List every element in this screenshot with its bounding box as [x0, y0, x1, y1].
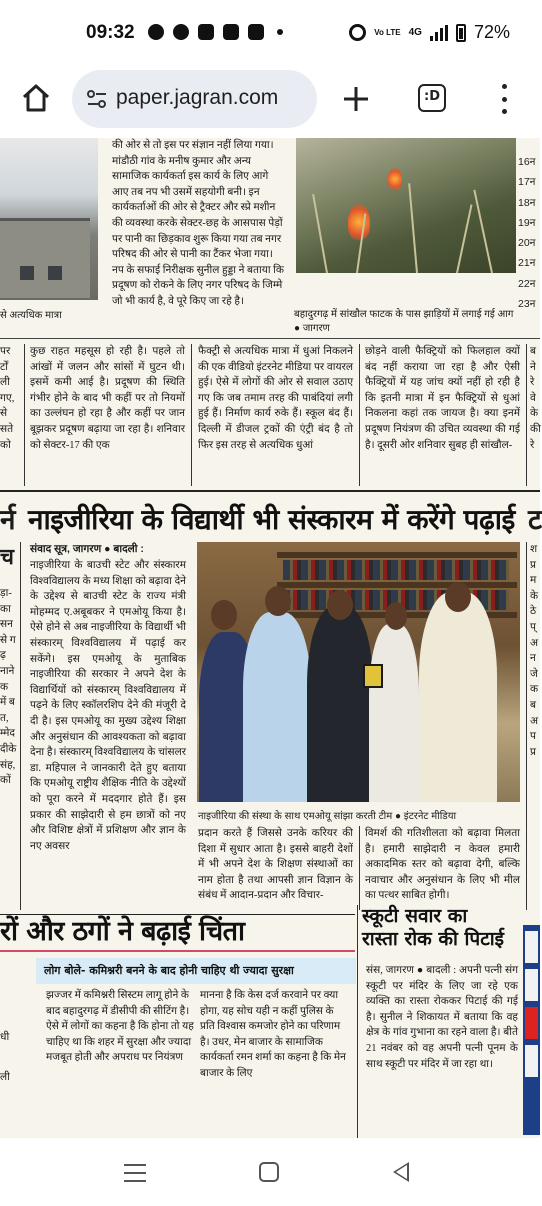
scooty-headline-line1: स्कूटी सवार का: [362, 905, 468, 927]
date-list: [518, 152, 540, 314]
accent-rule: [0, 950, 355, 952]
more-notifications-icon: [277, 29, 283, 35]
address-bar[interactable]: [72, 70, 317, 128]
newspaper-page[interactable]: [0, 138, 540, 1138]
column-rule: [191, 344, 192, 486]
column-rule: [24, 344, 25, 486]
mou-photo-caption: नाइजीरिया की संस्था के साथ एमओयू सांझा करती टीम ● इंटरनेट मीडिया: [198, 811, 457, 822]
crime-subheadline: लोग बोले- कमिश्नरी बनने के बाद होनी चाहिए थी ज्यादा सुरक्षा: [44, 964, 294, 977]
column-rule: [20, 542, 21, 910]
left-edge-subhead: च: [0, 545, 14, 570]
crime-col-2: मानना है कि केस दर्ज करवाने पर क्या होगा, यह सोच यही न कहीं पुलिस के प्रति विश्वास कमजोर होने का परिणाम है। उधर, मेन बाजार के सामाजिक कार्यकर्ता रमन शर्मा का कहना है कि मेन बाजार के लिए: [200, 990, 346, 1079]
column-rule: [357, 905, 358, 1138]
crime-left-strip: धी ली: [0, 1032, 10, 1083]
nigeria-col-c: विमर्श की गतिशीलता को बढ़ावा मिलता है। हमारी साझेदारी न केवल हमारी अकादमिक स्तर को बढ़ावा देगी, बल्कि नवाचार और अनुसंधान के लिए भी मील का पत्थर साबित होगी।: [365, 828, 520, 902]
column-rule: [359, 826, 360, 910]
left-photo-caption: से अत्यधिक मात्रा: [0, 310, 62, 321]
recents-icon[interactable]: [124, 1164, 146, 1182]
system-status: [349, 22, 510, 43]
instagram-icon: [248, 24, 264, 40]
status-bar: [0, 0, 540, 68]
tabs-icon[interactable]: :D: [418, 84, 446, 112]
pollution-col-3: छोड़ने वाली फैक्ट्रियों को फिलहाल क्यों बंद नहीं कराया जा रहा है और ऐसी फैक्ट्रियों में यह जांच क्यों नहीं हो रही है कि इतनी मात्रा में इन फैक्ट्रियों से धुआं निकलना कहां तक जायज है। क्या इनमें प्रदूषण नियंत्रण की उचित व्यवस्था की गई है। दूसरी ओर शनिवार सुबह ही सांखौल-: [365, 346, 520, 451]
nigeria-body: नाइजीरिया के बाउची स्टेट और संस्कारम विश्वविद्यालय के मध्य शिक्षा को बढ़ावा देने के उद्देश्य से बाउची स्टेट के राज्य मंत्री मोहम्मद ए.अबूबकर ने एमओयू किया है। ऐसे होने से अब नाइजीरिया के विद्यार्थी भी संस्कारम् विश्वविद्यालय में पढ़ाई कर सकेंगे। इस एमओयू के मुताबिक नाइजीरिया की सरकार ने अपने देश के विद्यार्थियों को संस्कारम् विश्वविद्यालय में पढ़ने के लिए स्कॉलरशिप देने की मंजूरी दे दी है। इस एमओयू का मुख्य उद्देश्य शिक्षा और अनुसंधान की आवश्यकता को बढ़ावा देना है। संस्कारम् विश्वविद्यालय के चांसलर डा. महिपाल ने जानकारी देते हुए बताया कि एमओयू राष्ट्रीय शैक्षिक नीति के उद्देश्यों को पूरा करने में मददगार होते हैं। इस प्रकार की साझेदारी से हम छात्रों को नए और विशिष्ट क्षेत्रों में प्रशिक्षण और ज्ञान के नए अवसर: [30, 560, 186, 852]
browser-toolbar: [0, 68, 540, 128]
left-strip-text: ड़ा- का सन से गढ़ नाने क में बत, म्मेद दीके संह, कों: [0, 588, 17, 787]
pollution-col-2: फैक्ट्री से अत्यधिक मात्रा में धुआं निकलने की एक वीडियो इंटरनेट मीडिया पर वायरल हुई। ऐसे में लोगों की ओर से सवाल उठाए गए कि जब तमाम तरह की पाबंदियां लगी हुई हैं। निर्माण कार्य रुके हैं। स्कूल बंद हैं। दिल्ली में डीजल ट्रकों की एंट्री बंद है तो फिर इस तरह से अत्यधिक धुआं: [198, 346, 353, 451]
add-tab-icon[interactable]: [340, 83, 372, 115]
alarm-icon: [349, 24, 366, 41]
navigation-bar: [0, 1138, 540, 1206]
fire-photo: [296, 138, 516, 273]
whatsapp-icon: [148, 24, 164, 40]
battery-percent: 72%: [473, 22, 510, 42]
pollution-col-0: पर र्टों ली गए, से सते को: [0, 346, 15, 451]
section-divider: [0, 338, 540, 339]
notification-icons: [148, 24, 283, 40]
scooty-headline-line2: रास्ता रोक की पिटाई: [362, 928, 505, 950]
mou-plaque: [363, 664, 383, 688]
jiosaavn-icon: [198, 24, 214, 40]
nigeria-headline: नाइजीरिया के विद्यार्थी भी संस्कारम में करेंगे पढ़ाई: [28, 503, 515, 536]
tune-icon[interactable]: [86, 88, 108, 110]
pollution-col-4: ब ने रे वे के की रे: [530, 346, 541, 451]
url-text[interactable]: paper.jagran.com: [116, 86, 279, 109]
volte-label: Vo LTE: [374, 27, 401, 37]
list-item: 23न: [518, 298, 536, 311]
industry-photo: [0, 138, 98, 300]
column-rule: [526, 344, 527, 486]
battery-icon: [456, 24, 466, 42]
home-icon[interactable]: [20, 82, 52, 114]
mou-photo: [197, 542, 520, 802]
scooty-body: संस, जागरण ● बादली : अपनी पत्नी संग स्कूटी पर मंदिर के लिए जा रहे एक व्यक्ति का रास्ता रोककर पिटाई की गई है। सुनील ने शिकायत में बताया कि वह क्षेत्र के गांव गुभाना का रहने वाला है। बीते 21 नवंबर को वह अपनी पत्नी पूनम के साथ स्कूटी पर मंदिर में जा रहा था।: [366, 965, 518, 1070]
top-story-text: की ओर से तो इस पर संज्ञान नहीं लिया गया। मांडौठी गांव के मनीष कुमार और अन्य सामाजिक कार्यकर्ता इस कार्य के लिए आगे आए तब नप भी उसमें सहयोगी बनी। इन कार्यकर्ताओं की ओर से ट्रैक्टर और स्प्रे मशीन की व्यवस्था करके सेक्टर-छह के आसपास पेड़ों पर पानी का छिड़काव शुरू किया गया तब नगर परिषद की ओर से पानी का टैंकर भेजा गया। नप के सफाई निरीक्षक सुनील हुड्डा ने बताया कि प्रदूषण को रोकने के लिए नगर परिषद के जिम्मे जो भी कार्य है, वे पूरे किए जा रहे है।: [112, 140, 284, 307]
menu-icon[interactable]: [496, 84, 512, 114]
list-item: 21न: [518, 257, 536, 270]
crime-headline: रों और ठगों ने बढ़ाई चिंता: [0, 916, 245, 947]
right-edge-headline: ट: [528, 503, 542, 536]
network-type: 4G: [408, 27, 422, 38]
fire-photo-caption: बहादुरगढ़ में सांखौल फाटक के पास झाड़ियों में लगाई गई आग ● जागरण: [294, 309, 514, 334]
back-icon[interactable]: [393, 1162, 409, 1182]
signal-icon: [430, 25, 448, 41]
list-item: 16न: [518, 156, 536, 168]
facebook-icon: [173, 24, 189, 40]
ad-strip: [523, 925, 540, 1135]
list-item: 22न: [518, 277, 536, 290]
home-nav-icon[interactable]: [259, 1162, 279, 1182]
crime-subheadline-banner: [36, 958, 356, 984]
scooty-headline: [362, 905, 504, 951]
instagram-icon: [223, 24, 239, 40]
nigeria-col-b: प्रदान करते हैं जिससे उनके करियर की दिशा में सुधार आता है। इससे बाहरी देशों में भी अपने देश के शिक्षण संस्थाओं का नाम होता है तथा आपसी ज्ञान विज्ञान के संबंध में आदान-प्रदान और विचार-: [198, 828, 353, 902]
list-item: 20न: [518, 237, 536, 250]
section-divider: [0, 490, 540, 492]
column-rule: [526, 542, 527, 910]
status-time: 09:32: [86, 22, 135, 43]
nigeria-byline: संवाद सूत्र, जागरण ● बादली :: [30, 543, 144, 555]
pollution-col-1: कुछ राहत महसूस हो रही है। पहले तो आंखों में जलन और सांसों में घुटन थी। इसमें कमी आई है। प्रदूषण की स्थिति गंभीर होने के बाद भी कहीं पर तो नियमों का उल्लंघन हो रहा है और कहीं पर जान बूझकर प्रदूषण बढ़ाया जा रहा है। शनिवार को सेक्टर-17 की एक: [30, 346, 185, 451]
crime-col-1: झज्जर में कमिश्नरी सिस्टम लागू होने के बाद बहादुरगढ़ में डीसीपी की सीटिंग है। ऐसे में लोगों का कहना है कि होना तो यह चाहिए था कि शहर में सुरक्षा और ज्यादा मजबूत होती और अपराध पर नियंत्रण: [46, 990, 194, 1064]
list-item: 19न: [518, 216, 536, 229]
list-item: 17न: [518, 176, 536, 189]
list-item: 18न: [518, 196, 536, 209]
right-strip-text: श प्र म के ठे प् अ न जे क ब अ प प्र: [530, 544, 539, 758]
column-rule: [359, 344, 360, 486]
left-edge-headline: र्न: [0, 503, 16, 536]
